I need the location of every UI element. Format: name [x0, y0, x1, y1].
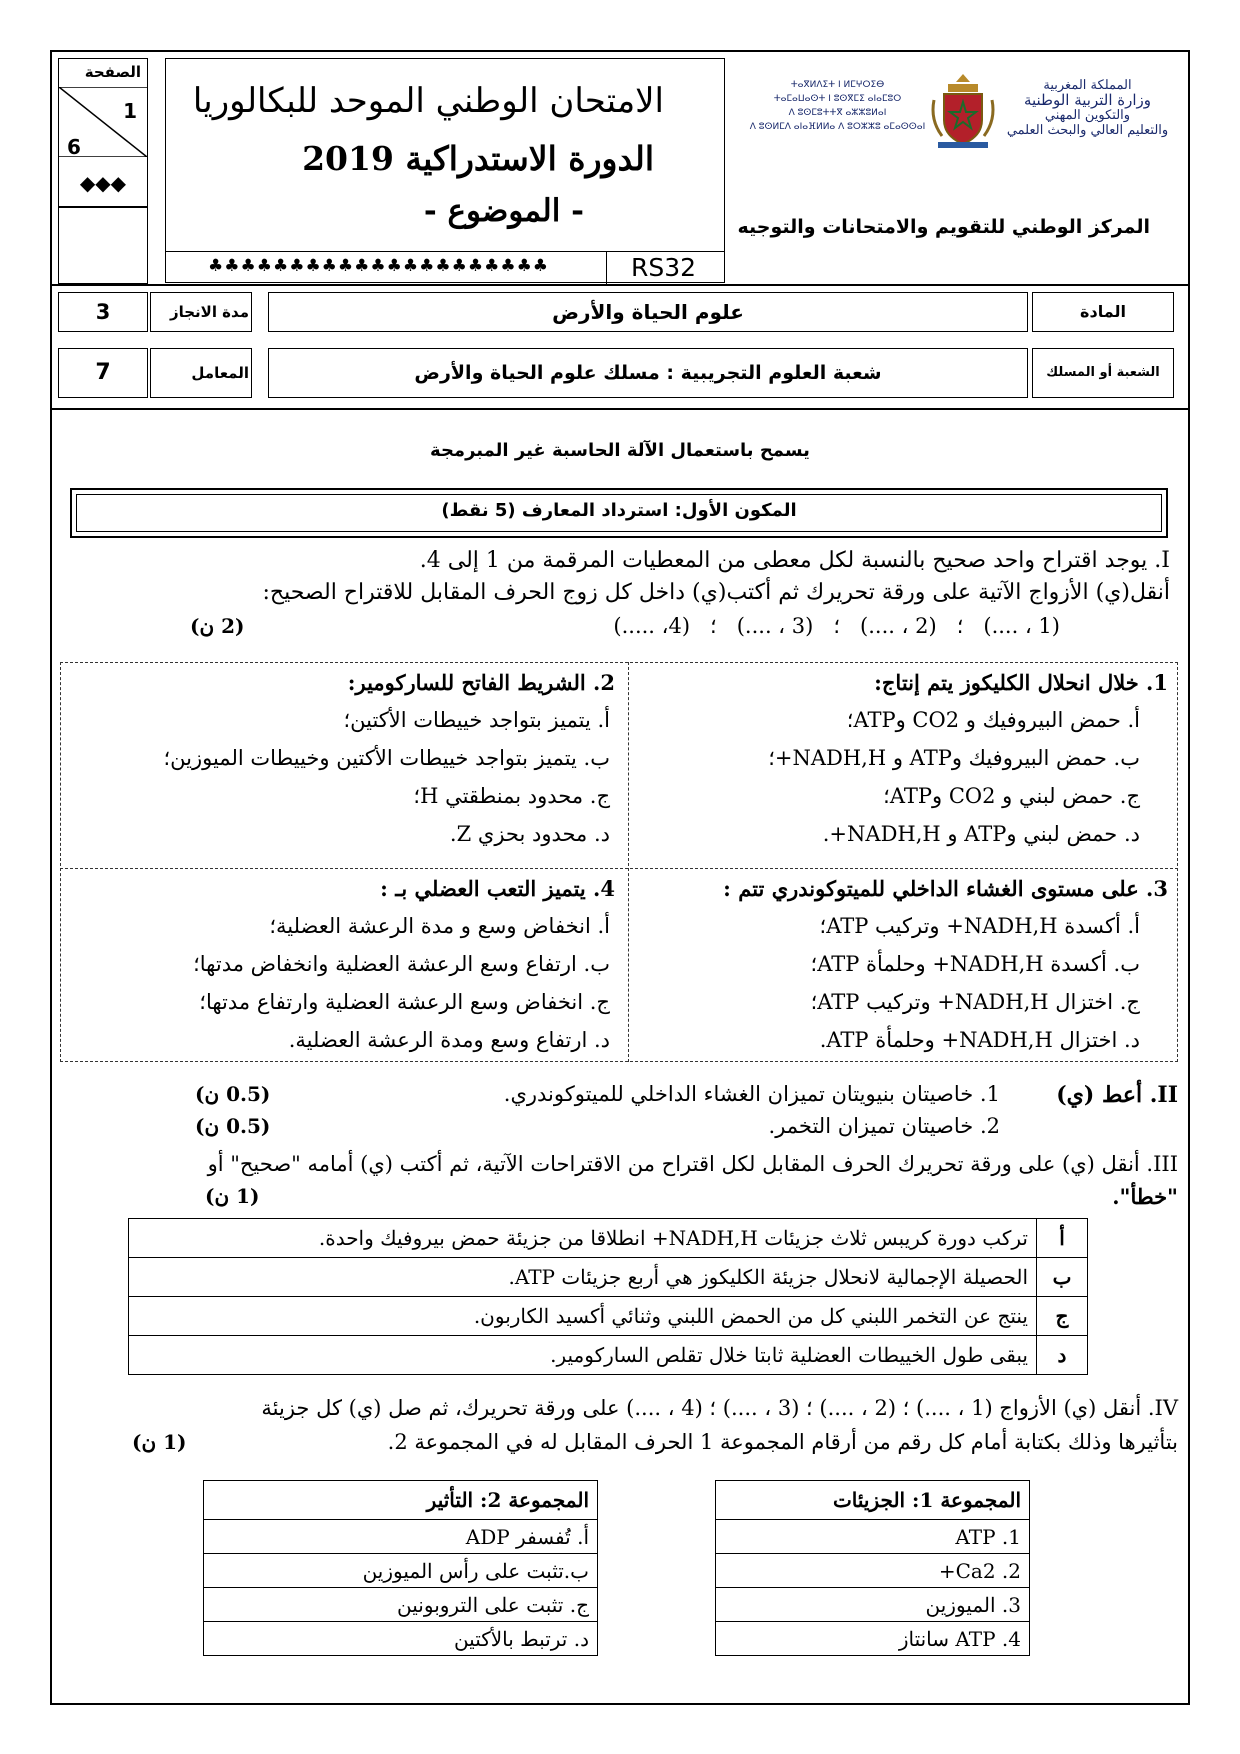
- group2-item: أ. تُفسفر ADP: [204, 1520, 598, 1554]
- group1-title: المجموعة 1: الجزيئات: [716, 1481, 1030, 1520]
- table-row: [129, 1336, 1088, 1375]
- tf-statement: تركب دورة كريبس ثلاث جزيئات NADH,H+ انطلاقا من جزيئة حمض بيروفيك واحدة.: [129, 1219, 1037, 1258]
- group1-item: 3. الميوزين: [716, 1588, 1030, 1622]
- table-row: [716, 1588, 1030, 1622]
- ministry-line-4: والتعليم العالي والبحث العلمي: [1006, 123, 1169, 138]
- subject-value: علوم الحياة والأرض: [552, 300, 744, 324]
- ministry-line-3: والتكوين المهني: [1044, 108, 1131, 123]
- table-row: [204, 1622, 598, 1656]
- q2-option-d: د. محدود بحزي Z.: [449, 822, 610, 846]
- q1-option-b: ب. حمض البيروفيك وATP و NADH,H+؛: [768, 746, 1140, 770]
- subject-label-cell: [1032, 292, 1174, 332]
- table-row: [204, 1481, 598, 1520]
- page-total: 6: [67, 135, 81, 159]
- q3-option-a: أ. أكسدة NADH,H+ وتركيب ATP؛: [819, 914, 1140, 938]
- subject-label: المادة: [1080, 302, 1126, 321]
- tf-letter: ب: [1037, 1258, 1088, 1297]
- center-name: المركز الوطني للتقويم والامتحانات والتوجيه: [737, 216, 1150, 238]
- part2-points1: (0.5 ن): [195, 1082, 271, 1106]
- stars-row: ♣♣♣♣♣♣♣♣♣♣♣♣♣♣♣♣♣♣♣♣♣: [208, 256, 550, 276]
- grid-vline: [628, 662, 629, 1062]
- group2-item: ج. تثبت على التروبونين: [204, 1588, 598, 1622]
- tifinagh-line-1: ⵜⴰⴳⵍⴷⵉⵜ ⵏ ⵍⵎⵖⵔⵉⴱ: [790, 80, 885, 90]
- title-divider: [166, 251, 724, 252]
- tf-letter: أ: [1037, 1219, 1088, 1258]
- tifinagh-lines: [745, 78, 930, 134]
- table-row: [716, 1622, 1030, 1656]
- table-row: [129, 1297, 1088, 1336]
- q1-option-c: ج. حمض لبني و CO2 وATP؛: [883, 784, 1140, 808]
- q4-title: 4. يتميز التعب العضلي بـ :: [380, 876, 615, 901]
- part1-line2: أنقل(ي) الأزواج الآتية على ورقة تحريرك ثم أكتب(ي) داخل كل زوج الحرف المقابل للاقتراح الصحيح:: [262, 580, 1170, 605]
- duration-label: مدة الانجاز: [169, 303, 249, 321]
- tf-statement: يبقى طول الخييطات العضلية ثابتا خلال تقلص الساركومير.: [129, 1336, 1037, 1375]
- code-divider: [606, 251, 607, 284]
- q3-title: 3. على مستوى الغشاء الداخلي للميتوكوندري تتم :: [723, 876, 1168, 901]
- tf-statement: ينتج عن التخمر اللبني كل من الحمض اللبني وثنائي أكسيد الكاربون.: [129, 1297, 1037, 1336]
- grid-hline: [60, 868, 1178, 869]
- table-row: [204, 1588, 598, 1622]
- tf-statement: الحصيلة الإجمالية لانحلال جزيئة الكليكوز هي أربع جزيئات ATP.: [129, 1258, 1037, 1297]
- session-title: الدورة الاستدراكية 2019: [302, 139, 654, 178]
- part2-label: II. أعط (ي): [1056, 1082, 1178, 1108]
- part2-item2: 2. خاصيتان تميزان التخمر.: [768, 1114, 1000, 1138]
- group1-item: 4. ATP سانتاز: [716, 1622, 1030, 1656]
- component-title-box: [70, 488, 1168, 538]
- table-row: [716, 1554, 1030, 1588]
- branch-label-cell: [1032, 348, 1174, 398]
- q3-option-b: ب. أكسدة NADH,H+ وحلمأة ATP؛: [810, 952, 1140, 976]
- q2-option-b: ب. يتميز بتواجد خييطات الأكتين وخييطات الميوزين؛: [163, 746, 610, 770]
- q1-option-d: د. حمض لبني وATP و NADH,H+.: [822, 822, 1140, 846]
- tifinagh-line-3: ⴷ ⵓⵙⵎⵓⵜⵜⴳ ⴰⵣⵣⵓⵍⴰⵏ: [788, 108, 887, 118]
- page-label: الصفحة: [84, 63, 141, 81]
- coef-value: 7: [95, 360, 111, 385]
- q4-option-b: ب. ارتفاع وسع الرعشة العضلية وانخفاض مدتها؛: [193, 952, 610, 976]
- group2-item: د. ترتبط بالأكتين: [204, 1622, 598, 1656]
- q4-option-d: د. ارتفاع وسع ومدة الرعشة العضلية.: [288, 1028, 610, 1052]
- q2-option-c: ج. محدود بمنطقتي H؛: [413, 784, 610, 808]
- subject-value-cell: [268, 292, 1028, 332]
- exam-code: RS32: [631, 253, 697, 282]
- ministry-lines: [1000, 78, 1175, 138]
- part2-points2: (0.5 ن): [195, 1114, 271, 1138]
- q2-title: 2. الشريط الفاتح للساركومير:: [347, 670, 615, 695]
- part1-points: (2 ن): [190, 614, 245, 638]
- tifinagh-line-4: ⴷ ⵓⵙⵍⵎⴷ ⴰⵏⴰⴼⵍⵍⴰ ⴷ ⵓⵔⵣⵣⵓ ⴰⵎⴰⵙⵙⴰⵏ: [749, 122, 926, 132]
- part2-item1: 1. خاصيتان بنيويتان تميزان الغشاء الداخلي للميتوكوندري.: [503, 1082, 1000, 1106]
- branch-value-cell: [268, 348, 1028, 398]
- title-box: [165, 58, 725, 283]
- group2-table: [203, 1480, 598, 1656]
- table-row: [129, 1258, 1088, 1297]
- diamonds: ◆◆◆: [79, 171, 127, 195]
- part4-line2: بتأثيرها وذلك بكتابة أمام كل رقم من أرقام المجموعة 1 الحرف المقابل له في المجموعة 2.: [387, 1430, 1178, 1454]
- coef-label: المعامل: [191, 364, 249, 382]
- group1-table: [715, 1480, 1030, 1656]
- table-row: [204, 1520, 598, 1554]
- branch-label: الشعبة أو المسلك: [1046, 365, 1160, 380]
- part3-intro2: "خطأ".: [1112, 1184, 1178, 1209]
- branch-value: شعبة العلوم التجريبية : مسلك علوم الحياة والأرض: [414, 362, 882, 384]
- q3-option-d: د. اختزال NADH,H+ وحلمأة ATP.: [819, 1028, 1140, 1052]
- table-row: [716, 1481, 1030, 1520]
- duration-label-cell: [150, 292, 252, 332]
- table-row: [716, 1520, 1030, 1554]
- coef-label-cell: [150, 348, 252, 398]
- coef-value-cell: [58, 348, 148, 398]
- page-number-box: [58, 58, 148, 208]
- part3-points: (1 ن): [205, 1184, 260, 1208]
- q1-option-a: أ. حمض البيروفيك و CO2 وATP؛: [846, 708, 1140, 732]
- ministry-line-2: وزارة التربية الوطنية: [1023, 91, 1152, 109]
- group1-item: 1. ATP: [716, 1520, 1030, 1554]
- page-current: 1: [123, 99, 137, 123]
- tf-letter: ج: [1037, 1297, 1088, 1336]
- info-separator-bottom: [50, 408, 1190, 410]
- info-separator-top: [50, 284, 1190, 286]
- q1-title: 1. خلال انحلال الكليكوز يتم إنتاج:: [874, 670, 1168, 695]
- exam-title: الامتحان الوطني الموحد للبكالوريا: [192, 81, 664, 121]
- q4-option-a: أ. انخفاض وسع و مدة الرعشة العضلية؛: [269, 914, 610, 938]
- calculator-note: يسمح باستعمال الآلة الحاسبة غير المبرمجة: [430, 440, 810, 461]
- table-row: [129, 1219, 1088, 1258]
- blank-box: [58, 206, 148, 284]
- ministry-line-1: المملكة المغربية: [1043, 78, 1132, 93]
- duration-value: 3: [95, 300, 111, 324]
- group2-title: المجموعة 2: التأثير: [204, 1481, 598, 1520]
- tifinagh-line-2: ⵜⴰⵎⴰⵡⴰⵙⵜ ⵏ ⵓⵙⴳⵎⵉ ⴰⵏⴰⵎⵓⵔ: [773, 94, 902, 104]
- part3-intro: III. أنقل (ي) على ورقة تحريرك الحرف المقابل لكل اقتراح من الاقتراحات الآتية، ثم أكتب (ي) أمامه "صحيح" أو: [207, 1152, 1178, 1176]
- table-row: [204, 1554, 598, 1588]
- part1-line1: I. يوجد اقتراح واحد صحيح بالنسبة لكل معطى من المعطيات المرقمة من 1 إلى 4.: [419, 548, 1170, 573]
- q2-option-a: أ. يتميز بتواجد خييطات الأكتين؛: [343, 708, 610, 732]
- true-false-table: [128, 1218, 1088, 1375]
- part1-pairs: (1 ، ....) ؛ (2 ، ....) ؛ (3 ، ....) ؛ (4، .....): [613, 614, 1060, 638]
- duration-value-cell: [58, 292, 148, 332]
- q3-option-c: ج. اختزال NADH,H+ وتركيب ATP؛: [810, 990, 1140, 1014]
- part4-line1: IV. أنقل (ي) الأزواج (1 ، ....) ؛ (2 ، ....) ؛ (3 ، ....) ؛ (4 ، ....) على ورقة تحريرك، ثم صل (ي) كل جزيئة: [261, 1396, 1178, 1420]
- subject-word: - الموضوع -: [423, 193, 584, 229]
- component-title: المكون الأول: استرداد المعارف (5 نقط): [441, 500, 797, 521]
- q4-option-c: ج. انخفاض وسع الرعشة العضلية وارتفاع مدتها؛: [199, 990, 610, 1014]
- group2-item: ب.تثبت على رأس الميوزين: [204, 1554, 598, 1588]
- tf-letter: د: [1037, 1336, 1088, 1375]
- part4-points: (1 ن): [132, 1430, 187, 1454]
- group1-item: 2. Ca2+: [716, 1554, 1030, 1588]
- coat-of-arms-icon: [928, 70, 998, 152]
